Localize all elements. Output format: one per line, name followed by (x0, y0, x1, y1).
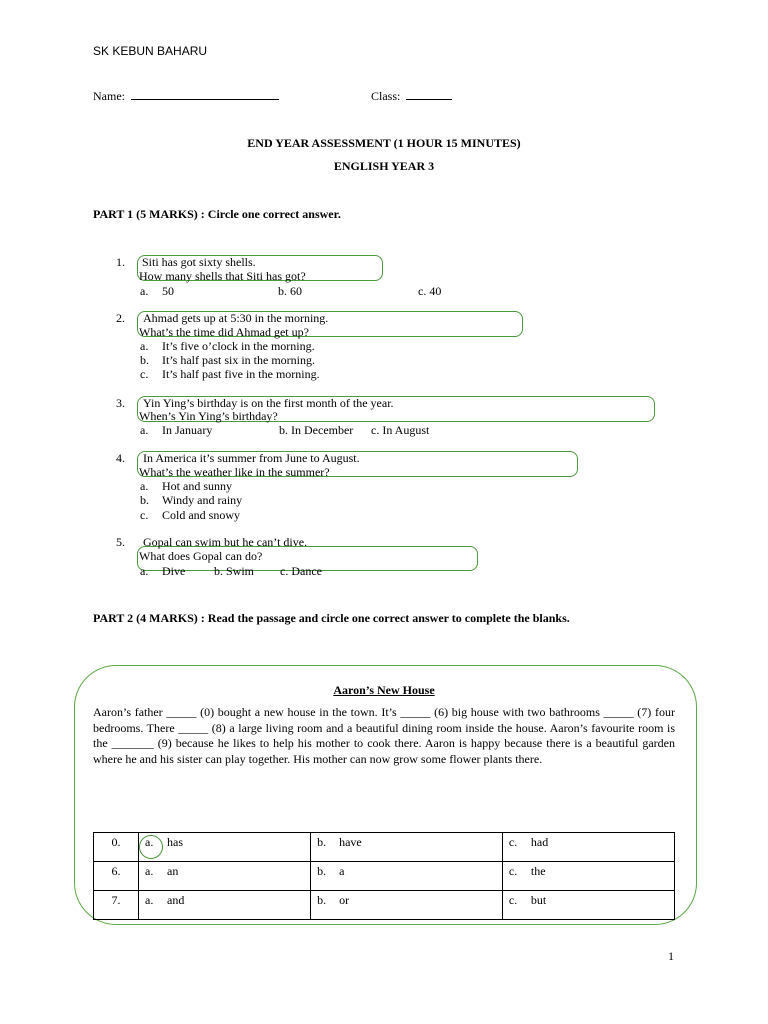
q4-option-b[interactable]: b. Windy and rainy (140, 493, 243, 507)
row0-option-b[interactable]: b. have (311, 833, 503, 862)
row-number: 7. (94, 891, 139, 920)
q1-question: How many shells that Siti has got? (139, 269, 306, 283)
page-subtitle: ENGLISH YEAR 3 (333, 159, 435, 173)
part2-heading: PART 2 (4 MARKS) : Read the passage and circle one correct answer to complete the blanks. (93, 611, 570, 625)
q1-stem: Siti has got sixty shells. (142, 255, 256, 269)
q2-number: 2. (116, 311, 125, 325)
q5-question: What does Gopal can do? (139, 549, 263, 563)
class-field[interactable] (371, 89, 452, 104)
q4-option-c[interactable]: c. Cold and snowy (140, 508, 240, 522)
row7-option-c[interactable]: c. but (502, 891, 674, 920)
q3-option-a[interactable]: a. In January (140, 423, 213, 437)
answer-circle-mark (139, 835, 163, 859)
q1-option-b[interactable]: b. 60 (278, 284, 302, 298)
table-row (94, 891, 675, 920)
school-name: SK KEBUN BAHARU (93, 44, 208, 58)
name-field[interactable] (93, 89, 279, 104)
q2-question: What’s the time did Ahmad get up? (139, 325, 309, 339)
q4-option-a[interactable]: a. Hot and sunny (140, 479, 232, 493)
q3-option-c[interactable]: c. In August (371, 423, 430, 437)
q4-number: 4. (116, 451, 125, 465)
part1-heading: PART 1 (5 MARKS) : Circle one correct answer. (93, 207, 341, 221)
row-number: 6. (94, 862, 139, 891)
answer-table (93, 832, 675, 920)
q1-option-a[interactable]: a. 50 (140, 284, 174, 298)
class-label: Class: (371, 89, 401, 103)
q3-number: 3. (116, 396, 125, 410)
q4-question: What’s the weather like in the summer? (139, 465, 330, 479)
table-row (94, 862, 675, 891)
row6-option-b[interactable]: b. a (311, 862, 503, 891)
q5-option-c[interactable]: c. Dance (280, 564, 322, 578)
q3-option-b[interactable]: b. In December (279, 423, 354, 437)
page-number: 1 (668, 949, 674, 963)
row0-option-c[interactable]: c. had (502, 833, 674, 862)
name-label: Name: (93, 89, 125, 103)
q5-option-a[interactable]: a. Dive (140, 564, 186, 578)
q1-number: 1. (116, 255, 125, 269)
class-blank[interactable] (406, 99, 452, 100)
row7-option-a[interactable]: a. and (139, 891, 311, 920)
passage-title: Aaron’s New House (333, 683, 435, 697)
q2-option-b[interactable]: b. It’s half past six in the morning. (140, 353, 315, 367)
q3-question: When’s Yin Ying’s birthday? (139, 409, 278, 423)
row6-option-c[interactable]: c. the (502, 862, 674, 891)
row0-option-a[interactable]: a. has (139, 833, 311, 862)
q5-number: 5. (116, 535, 125, 549)
row-number: 0. (94, 833, 139, 862)
q2-stem: Ahmad gets up at 5:30 in the morning. (143, 311, 329, 325)
q5-stem: Gopal can swim but he can’t dive. (143, 535, 308, 549)
row7-option-b[interactable]: b. or (311, 891, 503, 920)
name-blank[interactable] (131, 99, 279, 100)
q4-stem: In America it’s summer from June to August. (143, 451, 360, 465)
q5-option-b[interactable]: b. Swim (214, 564, 255, 578)
q1-option-c[interactable]: c. 40 (418, 284, 442, 298)
page-title: END YEAR ASSESSMENT (1 HOUR 15 MINUTES) (247, 136, 521, 150)
q2-option-a[interactable]: a. It’s five o’clock in the morning. (140, 339, 315, 353)
q2-option-c[interactable]: c. It’s half past five in the morning. (140, 367, 320, 381)
q3-stem: Yin Ying’s birthday is on the first month of the year. (143, 396, 394, 410)
table-row (94, 833, 675, 862)
passage-text: Aaron’s father _____ (0) bought a new house in the town. It’s _____ (6) big house with two bathrooms _____ (7) four bedrooms. There _____ (8) a large living room and a beautiful dining room inside the house. Aaron’s favourite room is the _______ (9) because he likes to help his mother to cook there. Aaron is happy because there is a beautiful garden where he and his sister can play together. His mother can now grow some flower plants there. (93, 705, 675, 766)
row6-option-a[interactable]: a. an (139, 862, 311, 891)
